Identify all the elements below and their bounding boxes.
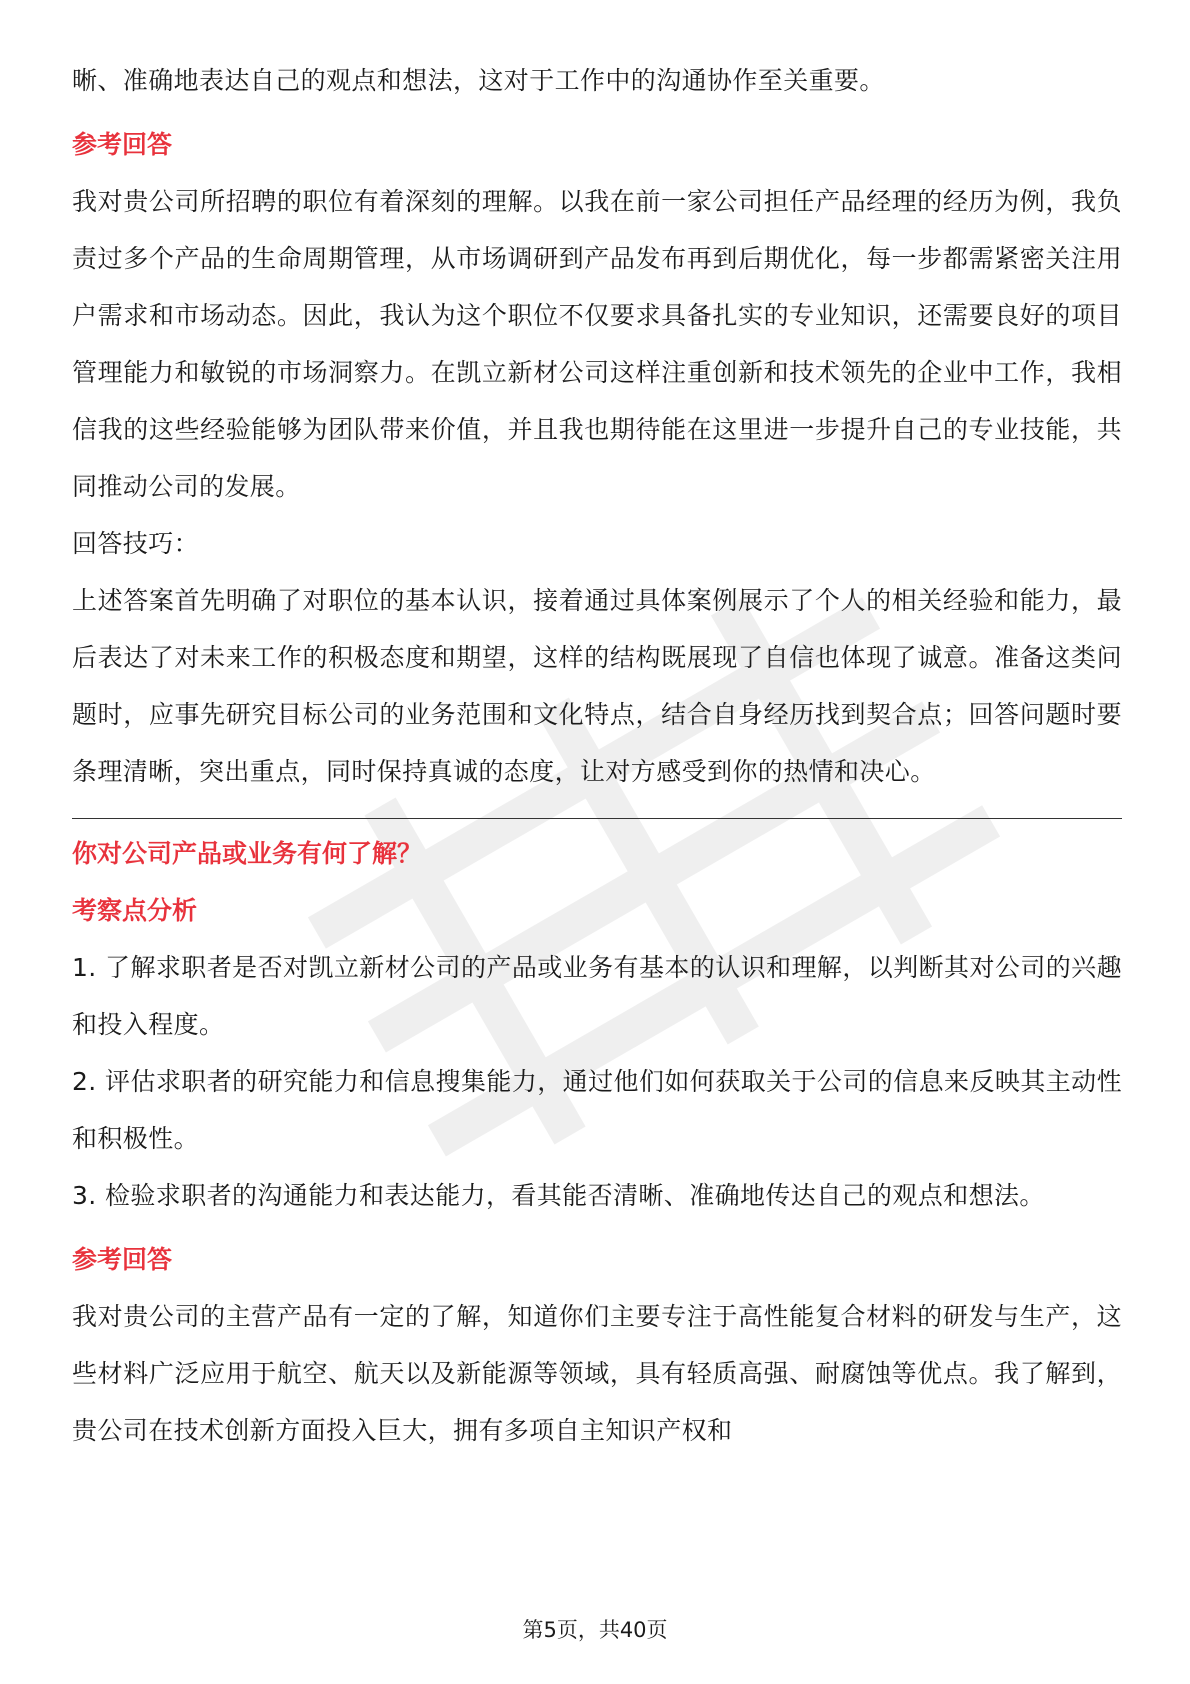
analysis-point-3: 3. 检验求职者的沟通能力和表达能力，看其能否清晰、准确地传达自己的观点和想法。 [72, 1181, 1045, 1210]
section-divider [72, 818, 1122, 819]
analysis-heading: 考察点分析 [72, 896, 198, 925]
reference-answer-heading: 参考回答 [72, 130, 173, 159]
reference-answer-body-2: 我对贵公司的主营产品有一定的了解，知道你们主要专注于高性能复合材料的研发与生产，这些材料广泛应用于航空、航天以及新能源等领域，具有轻质高强、耐腐蚀等优点。我了解到，贵公司在技术创新方面投入巨大，拥有多项自主知识产权和 [72, 1302, 1122, 1445]
answer-tips-body: 上述答案首先明确了对职位的基本认识，接着通过具体案例展示了个人的相关经验和能力，最后表达了对未来工作的积极态度和期望，这样的结构既展现了自信也体现了诚意。准备这类问题时，应事先研究目标公司的业务范围和文化特点，结合自身经历找到契合点；回答问题时要条理清晰，突出重点，同时保持真诚的态度，让对方感受到你的热情和决心。 [72, 586, 1122, 786]
reference-answer-heading-2: 参考回答 [72, 1245, 173, 1274]
page-number: 第5页，共40页 [522, 1618, 668, 1642]
intro-tail-text: 晰、准确地表达自己的观点和想法，这对于工作中的沟通协作至关重要。 [72, 66, 885, 95]
analysis-point-1: 1. 了解求职者是否对凯立新材公司的产品或业务有基本的认识和理解，以判断其对公司的兴趣和投入程度。 [72, 953, 1122, 1039]
answer-tips-label: 回答技巧： [72, 529, 200, 558]
document-page [72, 52, 1122, 1459]
reference-answer-body: 我对贵公司所招聘的职位有着深刻的理解。以我在前一家公司担任产品经理的经历为例，我负责过多个产品的生命周期管理，从市场调研到产品发布再到后期优化，每一步都需紧密关注用户需求和市场动态。因此，我认为这个职位不仅要求具备扎实的专业知识，还需要良好的项目管理能力和敏锐的市场洞察力。在凯立新材公司这样注重创新和技术领先的企业中工作，我相信我的这些经验能够为团队带来价值，并且我也期待能在这里进一步提升自己的专业技能，共同推动公司的发展。 [72, 187, 1122, 501]
analysis-point-2: 2. 评估求职者的研究能力和信息搜集能力，通过他们如何获取关于公司的信息来反映其主动性和积极性。 [72, 1067, 1122, 1153]
question-title: 你对公司产品或业务有何了解？ [72, 839, 423, 868]
